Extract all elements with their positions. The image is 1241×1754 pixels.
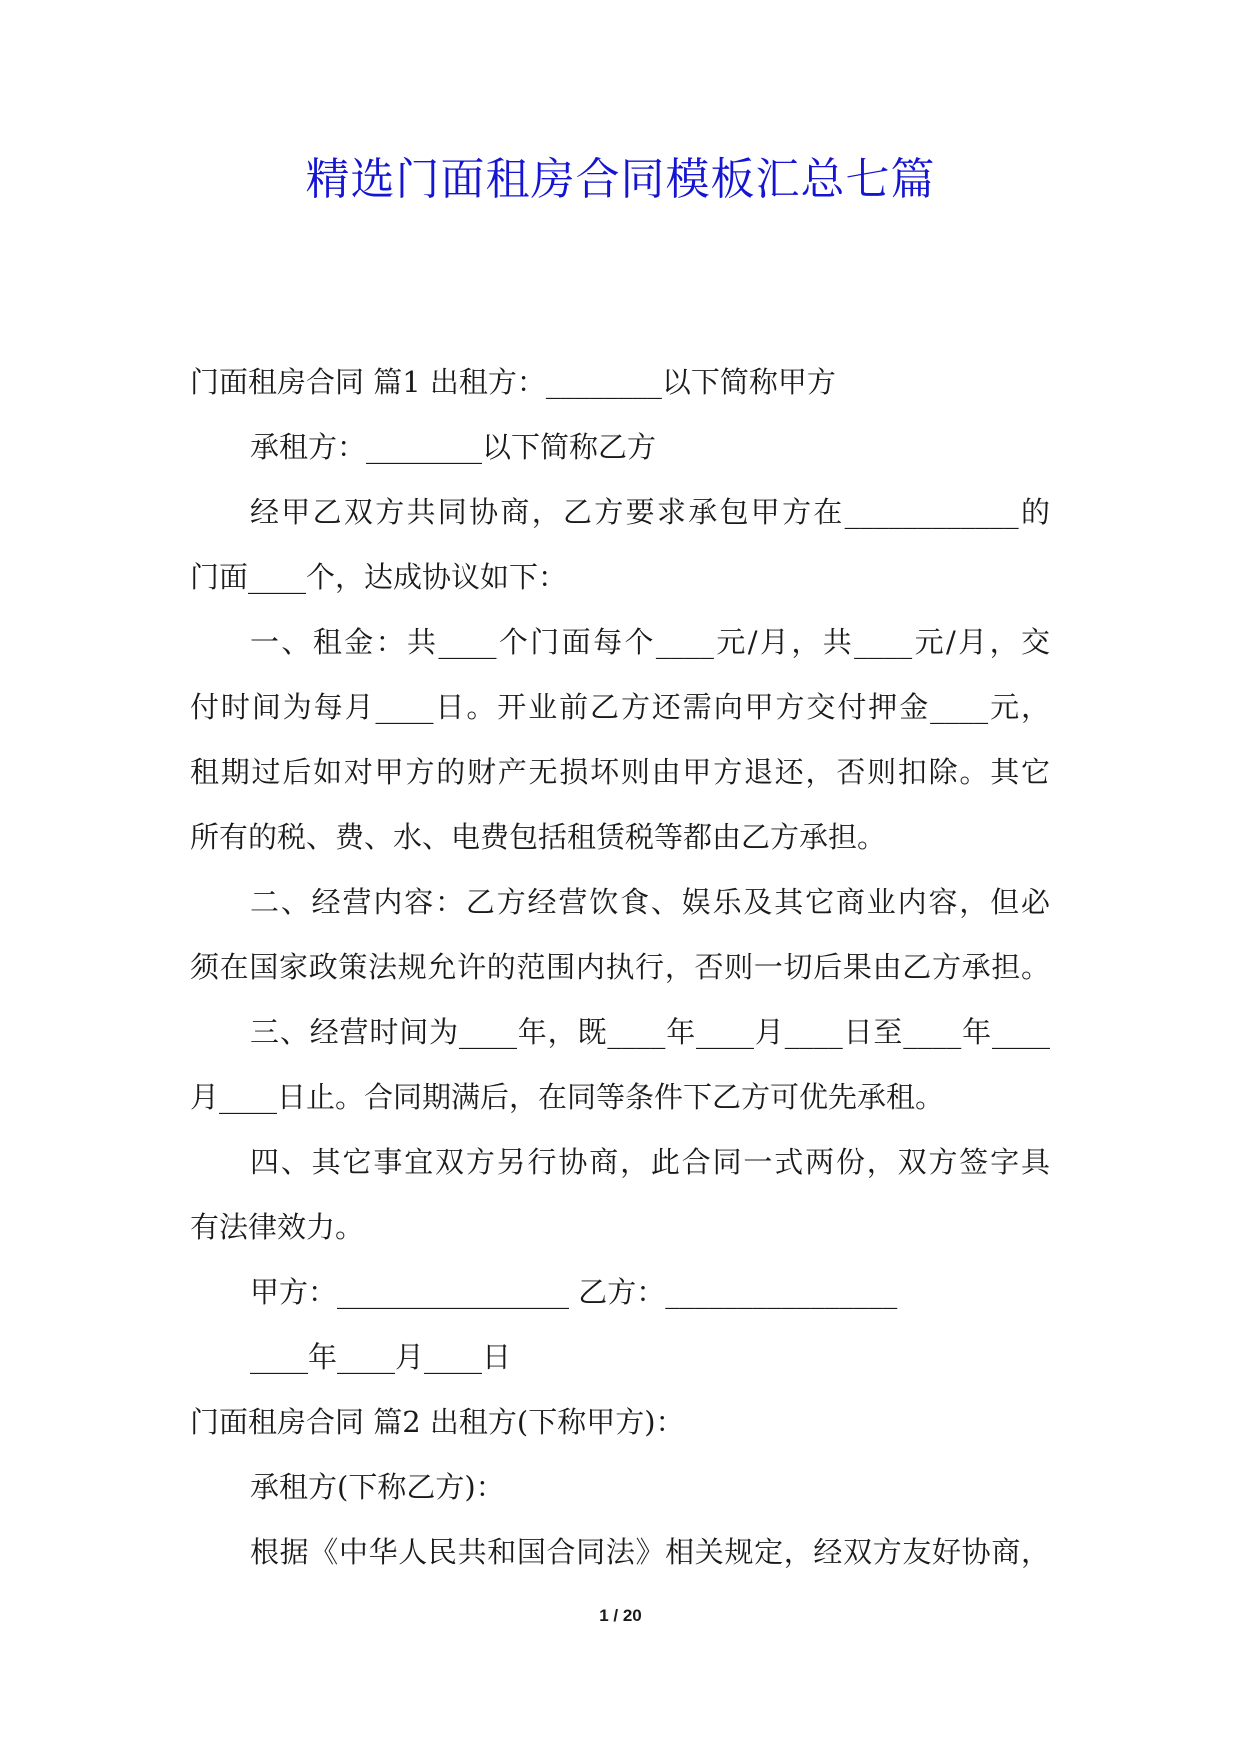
paragraph-line: 有法律效力。 bbox=[190, 1210, 365, 1244]
paragraph-line: 须在国家政策法规允许的范围内执行，否则一切后果由乙方承担。 bbox=[190, 950, 1050, 984]
date-line: ____年____月____日 bbox=[250, 1340, 512, 1374]
paragraph-line: 三、经营时间为____年，既____年____月____日至____年____ bbox=[250, 1015, 1050, 1049]
paragraph-line: 月____日止。合同期满后，在同等条件下乙方可优先承租。 bbox=[190, 1080, 945, 1114]
document-title: 精选门面租房合同模板汇总七篇 bbox=[305, 154, 936, 205]
paragraph-line: 所有的税、费、水、电费包括租赁税等都由乙方承担。 bbox=[190, 820, 887, 854]
page-number: 1 / 20 bbox=[599, 1606, 642, 1625]
paragraph-line: 四、其它事宜双方另行协商，此合同一式两份，双方签字具 bbox=[250, 1145, 1050, 1179]
paragraph-line: 经甲乙双方共同协商，乙方要求承包甲方在____________的 bbox=[250, 495, 1050, 529]
paragraph-line: 门面租房合同 篇1 出租方：________以下简称甲方 bbox=[190, 365, 836, 399]
paragraph-line: 一、租金：共____个门面每个____元/月，共____元/月，交 bbox=[250, 625, 1050, 659]
paragraph-line: 承租方：________以下简称乙方 bbox=[250, 430, 657, 464]
paragraph-line: 租期过后如对甲方的财产无损坏则由甲方退还，否则扣除。其它 bbox=[190, 755, 1050, 789]
paragraph-line: 根据《中华人民共和国合同法》相关规定，经双方友好协商， bbox=[250, 1535, 1050, 1569]
paragraph-line: 门面租房合同 篇2 出租方(下称甲方)： bbox=[190, 1405, 685, 1439]
paragraph-line: 承租方(下称乙方)： bbox=[250, 1470, 505, 1504]
paragraph-line: 付时间为每月____日。开业前乙方还需向甲方交付押金____元， bbox=[190, 690, 1050, 724]
signature-line: 甲方：________________ 乙方：________________ bbox=[250, 1275, 898, 1309]
paragraph-line: 二、经营内容：乙方经营饮食、娱乐及其它商业内容，但必 bbox=[250, 885, 1050, 919]
paragraph-line: 门面____个，达成协议如下： bbox=[190, 560, 568, 594]
document-body bbox=[190, 350, 1050, 1585]
